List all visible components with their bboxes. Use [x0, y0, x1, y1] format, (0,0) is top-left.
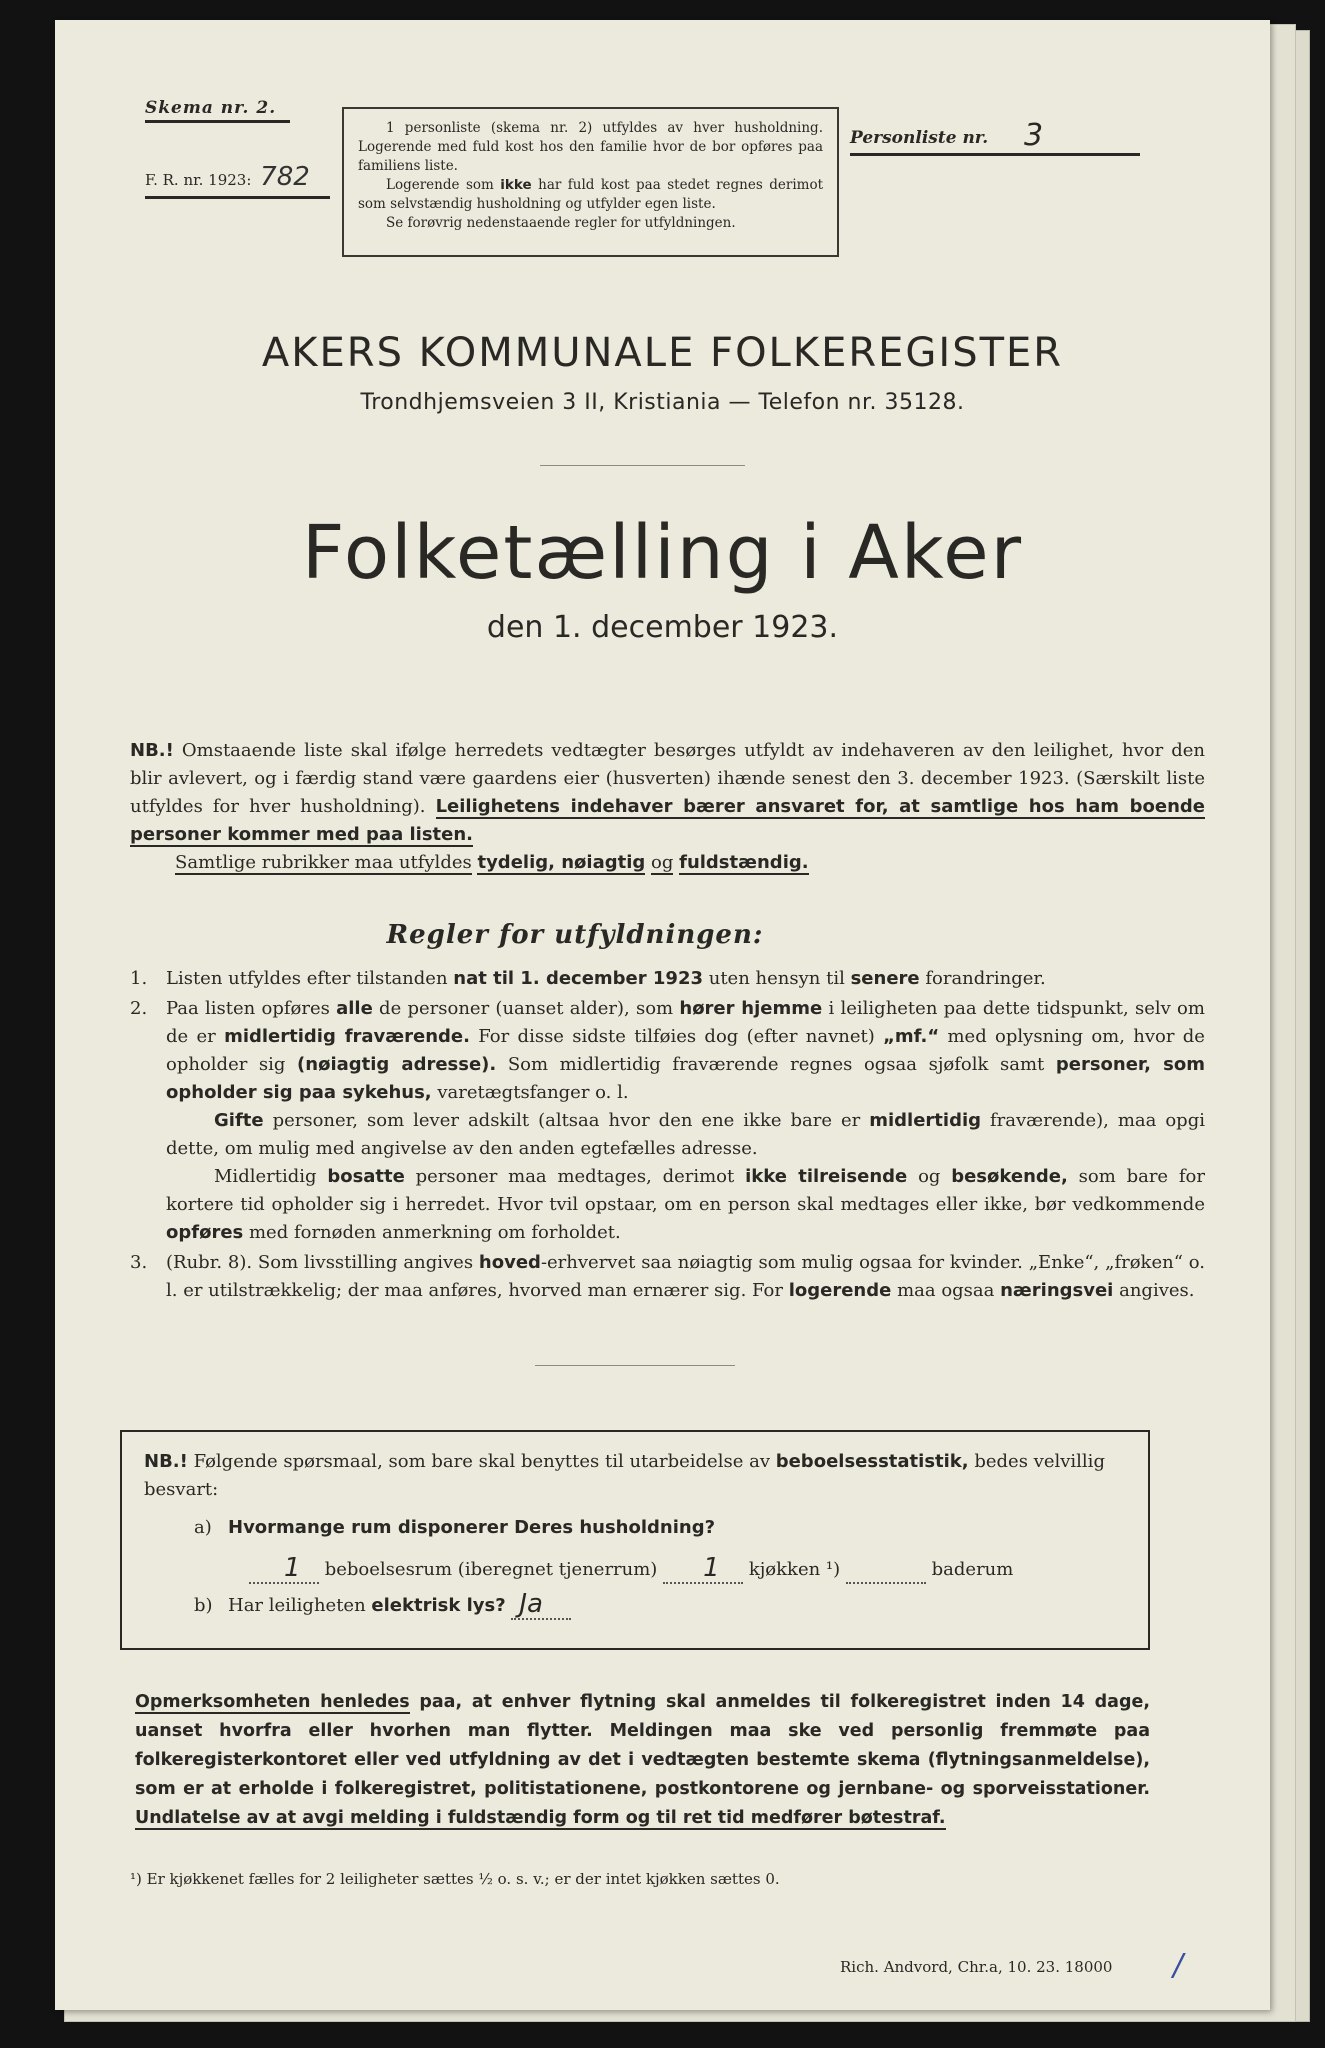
personliste-number — [850, 116, 1140, 156]
organization-address: Trondhjemsveien 3 II, Kristiania — Telefon nr. 35128. — [360, 390, 965, 415]
nb-notice — [130, 737, 1205, 877]
census-date: den 1. december 1923. — [486, 610, 839, 645]
skema-number: Skema nr. 2. — [145, 98, 290, 123]
fr-handwritten-value: 782 — [260, 162, 310, 192]
instruction-p2: Logerende som ikke har fuld kost paa stedet regnes derimot som selvstændig husholdning og utfylder egen liste. — [358, 177, 823, 212]
personliste-handwritten-value: 3 — [1024, 118, 1044, 153]
rule-3: 3. (Rubr. 8). Som livsstilling angives hoved-erhvervet saa nøiagtig som mulig ogsaa for kvinder. „Enke“, „frøken“ o. l. er utilstrækkelig; der maa anføres, hvorved man ernærer sig. For logerende maa ogsaa næringsvei angives. — [130, 1252, 1205, 1301]
pen-mark: / — [1173, 1948, 1184, 1983]
electric-light-field[interactable]: Ja — [511, 1596, 571, 1620]
page-title: Folketælling i Aker — [301, 510, 1024, 596]
organization-name: AKERS KOMMUNALE FOLKEREGISTER — [261, 330, 1064, 376]
nb-responsibility: Leilighetens indehaver bærer ansvaret for, at samtlige hos ham boende personer kommer med paa listen. — [130, 796, 1205, 845]
housing-intro: NB.! Følgende spørsmaal, som bare skal benyttes til utarbeidelse av beboelsesstatistik, bedes velvillig besvart: — [144, 1451, 1105, 1500]
instruction-p1: 1 personliste (skema nr. 2) utfyldes av hver husholdning. Logerende med fuld kost hos den familie hvor de bor opføres paa familiens liste. — [358, 120, 823, 174]
rules-list — [130, 965, 1205, 1307]
divider — [540, 465, 745, 466]
moving-notice — [135, 1688, 1150, 1833]
kitchen-label: kjøkken ¹) — [748, 1559, 841, 1580]
rooms-answer-row — [249, 1553, 1126, 1584]
bath-field[interactable] — [846, 1560, 926, 1584]
fr-number — [145, 162, 330, 199]
bath-label: baderum — [931, 1559, 1014, 1580]
footnote: ¹) Er kjøkkenet fælles for 2 leiligheter sættes ½ o. s. v.; er der intet kjøkken sættes 0. — [130, 1870, 780, 1888]
rule-1: 1. Listen utfyldes efter tilstanden nat til 1. december 1923 uten hensyn til senere forandringer. — [130, 968, 1046, 989]
personliste-label: Personliste nr. — [850, 128, 989, 148]
housing-questions-box — [120, 1430, 1150, 1650]
kitchen-field[interactable]: 1 — [663, 1560, 743, 1584]
fr-label: F. R. nr. 1923: — [145, 171, 252, 189]
rooms-field[interactable]: 1 — [249, 1560, 319, 1584]
question-b: b) Har leiligheten elektrisk lys? Ja — [194, 1592, 1126, 1620]
notice-body: paa, at enhver flytning skal anmeldes til folkeregistret inden 14 dage, uanset hvorfra eller hvorhen man flytter. Meldingen maa ske ved personlig fremmøte paa folkeregisterkontoret eller ved utfyldning av det i vedtægten bestemte skema (flytningsanmeldelse), som er at erholde i folkeregistret, politistationene, postkontorene og jernbane- og sporveisstationer. — [135, 1692, 1150, 1799]
rules-heading: Regler for utfyldningen: — [386, 920, 764, 950]
printer-imprint: Rich. Andvord, Chr.a, 10. 23. 18000 — [840, 1958, 1113, 1976]
instruction-p3: Se forøvrig nedenstaaende regler for utfyldningen. — [386, 215, 736, 231]
divider-2 — [535, 1365, 735, 1366]
notice-penalty: Undlatelse av at avgi melding i fuldstændig form og til ret tid medfører bøtestraf. — [135, 1808, 946, 1828]
rooms-label: beboelsesrum (iberegnet tjenerrum) — [324, 1559, 658, 1580]
nb-text: Omstaaende liste skal ifølge herredets vedtægter besørges utfyldt av indehaveren av den leilighet, hvor den blir avlevert, og i færdig stand være gaardens eier (husverten) ihænde senest den 3. december 1923. (Særskilt liste utfyldes for hver husholdning). — [130, 740, 1205, 817]
nb-fill-instruction: Samtlige rubrikker maa utfyldes tydelig, nøiagtig og fuldstændig. — [175, 852, 809, 873]
census-form-page — [55, 20, 1270, 2010]
instruction-box — [342, 107, 839, 257]
question-a: a) Hvormange rum disponerer Deres husholdning? — [194, 1517, 716, 1538]
rule-2: 2. Paa listen opføres alle de personer (uanset alder), som hører hjemme i leiligheten paa dette tidspunkt, selv om de er midlertidig fraværende. For disse sidste tilføies dog (efter navnet) „mf.“ med oplysning om, hvor de opholder sig (nøiagtig adresse). Som midlertidig fraværende regnes ogsaa sjøfolk samt personer, som opholder sig paa sykehus, varetægtsfanger o. l. Gifte personer, som lever adskilt (altsaa hvor den ene ikke bare er midlertidig fraværende), maa opgi dette, om mulig med angivelse av den anden egtefælles adresse. Midlertidig bosatte personer maa medtages, derimot ikke tilreisende og besøkende, som bare for kortere tid opholder sig i herredet. Hvor tvil opstaar, om en person skal medtages eller ikke, bør vedkommende opføres med fornøden anmerkning om forholdet. — [130, 998, 1205, 1243]
notice-lead: Opmerksomheten henledes — [135, 1692, 410, 1712]
nb-label: NB.! — [130, 740, 174, 761]
